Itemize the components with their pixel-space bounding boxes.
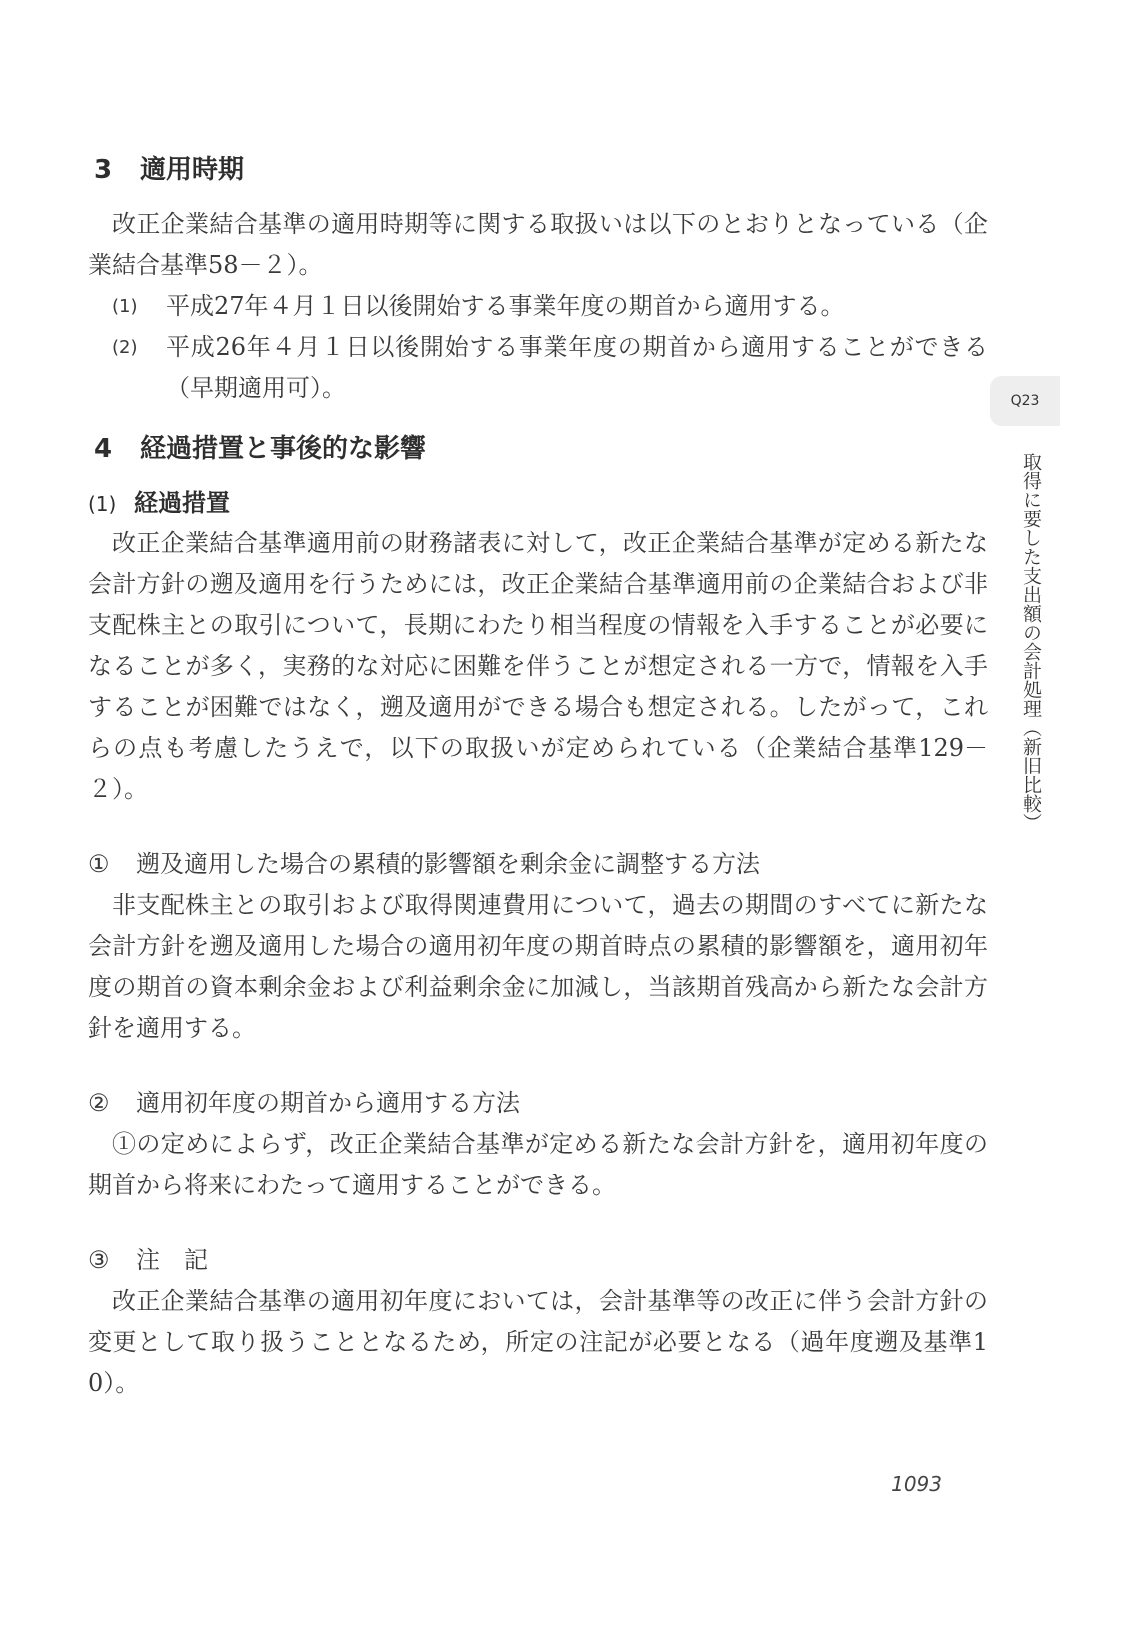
method-2-text: ①の定めによらず，改正企業結合基準が定める新たな会計方針を，適用初年度の期首から将来にわたって適用することができる。 — [88, 1130, 988, 1199]
section-3-intro: 改正企業結合基準の適用時期等に関する取扱いは以下のとおりとなっている（企業結合基準58－２）。 — [88, 210, 988, 279]
subsection-1-text: 改正企業結合基準適用前の財務諸表に対して，改正企業結合基準が定める新たな会計方針の遡及適用を行うためには，改正企業結合基準適用前の企業結合および非支配株主との取引について，長期にわたり相当程度の情報を入手することが必要になることが多く，実務的な対応に困難を伴うことが想定される一方で，情報を入手することが困難ではなく，遡及適用ができる場合も想定される。したがって，これらの点も考慮したうえで，以下の取扱いが定められている（企業結合基準129－２）。 — [88, 529, 988, 803]
section-3-item-2 — [88, 327, 988, 409]
section-3-number: 3 — [94, 155, 113, 185]
method-2-heading — [88, 1083, 988, 1124]
list-marker: (1) — [112, 296, 138, 317]
method-3-heading — [88, 1240, 988, 1281]
method-1-heading — [88, 844, 988, 885]
section-3-item-1 — [88, 286, 988, 327]
method-1-title: 遡及適用した場合の累積的影響額を剰余金に調整する方法 — [136, 850, 760, 878]
section-4-title: 経過措置と事後的な影響 — [140, 434, 427, 464]
list-marker: (2) — [112, 337, 138, 358]
section-4-number: 4 — [94, 434, 113, 464]
question-tab: Q23 — [990, 376, 1060, 426]
method-3-marker: ③ — [88, 1246, 110, 1274]
section-4-heading — [88, 429, 988, 469]
main-content — [88, 150, 988, 1404]
subsection-1-heading — [88, 483, 988, 523]
method-2-marker: ② — [88, 1089, 110, 1117]
list-item-text: 平成27年４月１日以後開始する事業年度の期首から適用する。 — [166, 292, 845, 320]
method-3-title: 注 記 — [136, 1246, 208, 1274]
method-1-marker: ① — [88, 850, 110, 878]
section-3-title: 適用時期 — [140, 155, 245, 185]
method-2-title: 適用初年度の期首から適用する方法 — [136, 1089, 520, 1117]
subsection-1-marker: (1) — [88, 492, 117, 516]
page-number: 1093 — [891, 1472, 942, 1496]
subsection-1-title: 経過措置 — [134, 489, 230, 517]
method-3-text: 改正企業結合基準の適用初年度においては，会計基準等の改正に伴う会計方針の変更として取り扱うこととなるため，所定の注記が必要となる（過年度遡及基準10）。 — [88, 1287, 988, 1397]
section-3-heading — [88, 150, 988, 190]
method-1-text: 非支配株主との取引および取得関連費用について，過去の期間のすべてに新たな会計方針を遡及適用した場合の適用初年度の期首時点の累積的影響額を，適用初年度の期首の資本剰余金および利益剰余金に加減し，当該期首残高から新たな会計方針を適用する。 — [88, 891, 988, 1042]
chapter-title-vertical: 取得に要した支出額の会計処理（新旧比較） — [1020, 452, 1042, 832]
list-item-text: 平成26年４月１日以後開始する事業年度の期首から適用することができる（早期適用可）。 — [166, 333, 988, 402]
